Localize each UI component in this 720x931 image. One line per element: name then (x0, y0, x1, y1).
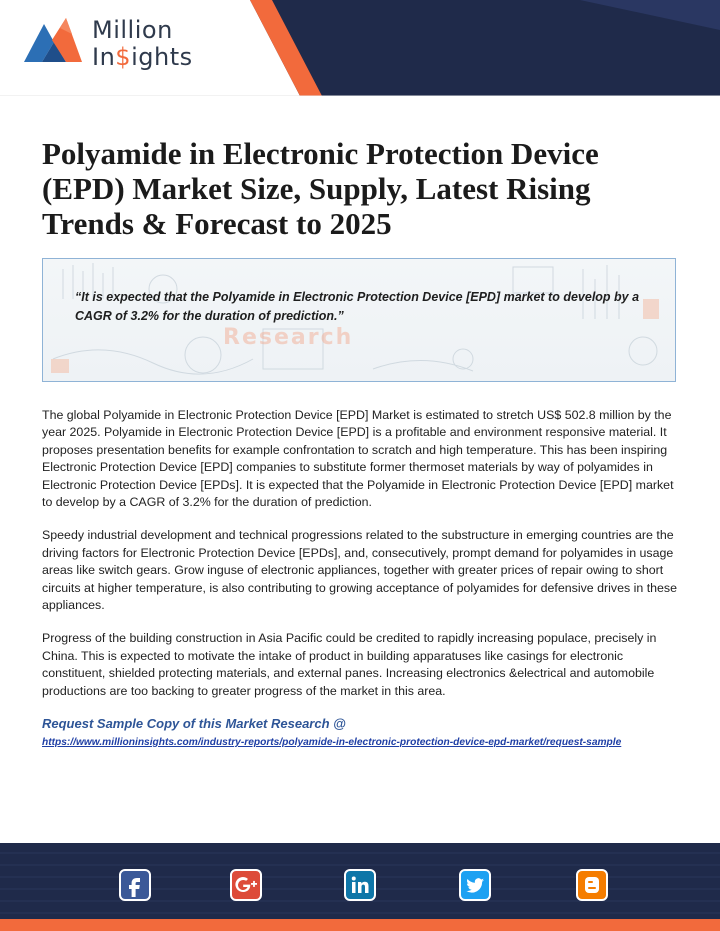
banner-watermark: Research (223, 325, 354, 350)
page-title: Polyamide in Electronic Protection Device (EPD) Market Size, Supply, Latest Rising Trends & Forecast to 2025 (42, 136, 599, 241)
logo-mark-icon (22, 14, 84, 64)
quote-banner (42, 258, 676, 382)
paragraph-2: Speedy industrial development and technical progressions related to the substructure in emerging countries are the driving factors for Electronic Protection Device [EPDs], and, consecutively, prompt demand for polyamides in usage areas like switch gears. Grow inguse of electronic appliances, together with greater prices of repair owing to short circuits at higher temperature, is also contributing to growing acceptance of polyamides for defensive drives in these appliances. (42, 528, 678, 613)
logo-line-2 (92, 44, 193, 70)
blogger-glyph (578, 871, 606, 899)
logo-dollar: $ (115, 43, 132, 71)
page-footer (0, 843, 720, 931)
request-sample-link[interactable]: https://www.millioninsights.com/industry-reports/polyamide-in-electronic-protection-device-epd-market/request-sample (42, 737, 622, 748)
million-insights-logo[interactable] (22, 14, 202, 74)
paragraph-1: The global Polyamide in Electronic Protection Device [EPD] Market is estimated to stretch US$ 502.8 million by the year 2025. Polyamide in Electronic Protection Device [EPD] is a profitable and environment responsive material. It proposes presentation benefits for example confrontation to scratch and high temperature. This has been inspiring Electronic Protection Device [EPD] companies to substitute former thermoset materials by way of polyamides in Electronic Protection Device [EPDs]. It is expected that the Polyamide in Electronic Protection Device [EPD] market to develop by a CAGR of 3.2% for the duration of prediction. (42, 408, 674, 510)
google-plus-icon[interactable] (230, 869, 262, 901)
twitter-glyph (461, 871, 489, 899)
page-header (0, 0, 720, 96)
logo-line-2-pre: In (92, 43, 116, 71)
highlight-quote: “It is expected that the Polyamide in Electronic Protection Device [EPD] market to develop by a CAGR of 3.2% for the duration of prediction.” (75, 290, 640, 323)
article-body (42, 407, 682, 716)
blogger-icon[interactable] (576, 869, 608, 901)
logo-line-2-post: ights (131, 43, 193, 71)
twitter-icon[interactable] (459, 869, 491, 901)
logo-wordmark (92, 16, 193, 70)
facebook-icon[interactable] (119, 869, 151, 901)
logo-line-1: Million (92, 16, 173, 44)
linkedin-glyph (346, 871, 374, 899)
request-sample-label: Request Sample Copy of this Market Research @ (42, 716, 346, 731)
linkedin-icon[interactable] (344, 869, 376, 901)
paragraph-3: Progress of the building construction in Asia Pacific could be credited to rapidly increasing populace, precisely in China. This is expected to motivate the intake of product in building apparatuses like casings for electronic constituent, shielded protecting materials, and external panes. Increasing electronics &electrical and automobile productions are too backing to greater progress of the market in this area. (42, 631, 657, 698)
google-plus-glyph (232, 871, 260, 899)
facebook-glyph (121, 871, 149, 899)
